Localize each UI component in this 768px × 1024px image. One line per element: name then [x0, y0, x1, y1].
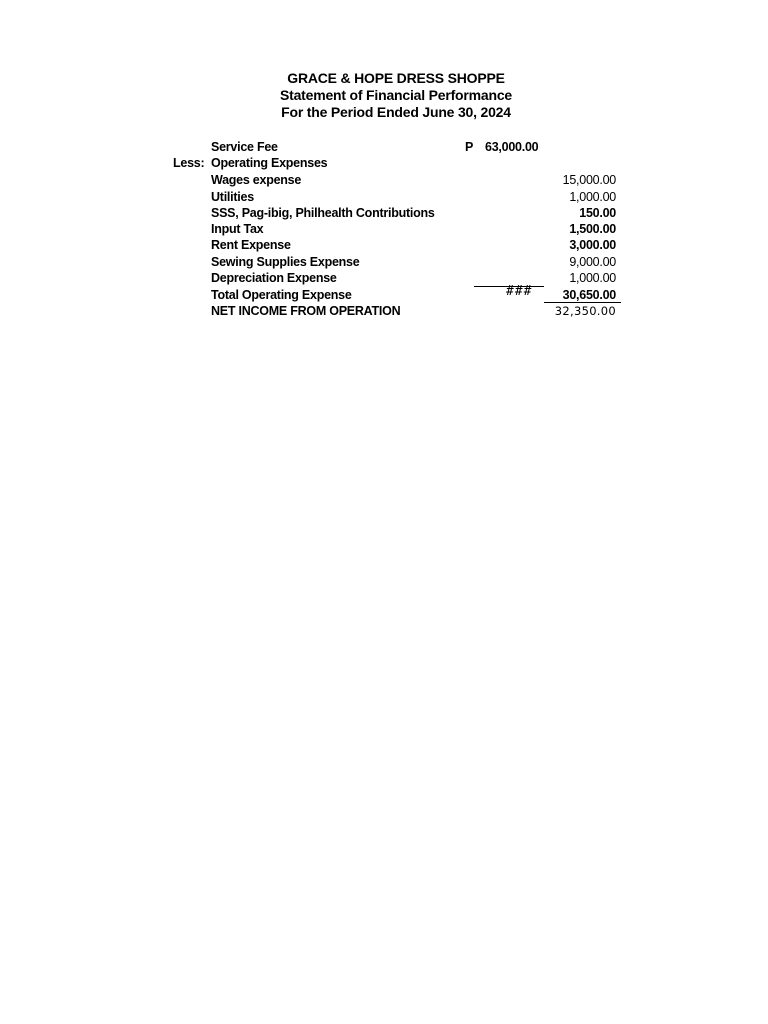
expense-label: Utilities [211, 190, 254, 204]
expense-amount: 3,000.00 [569, 238, 616, 252]
currency-symbol: P [465, 140, 474, 154]
statement-title: Statement of Financial Performance [279, 87, 513, 103]
expense-label: SSS, Pag-ibig, Philhealth Contributions [211, 206, 435, 220]
statement-period: For the Period Ended June 30, 2024 [281, 104, 511, 120]
total-expense-label: Total Operating Expense [211, 288, 352, 302]
expense-label: Depreciation Expense [211, 271, 337, 285]
expense-label: Rent Expense [211, 238, 291, 252]
expense-label: Wages expense [211, 173, 302, 187]
less-prefix: Less: [173, 156, 205, 170]
expense-label: Input Tax [211, 222, 264, 236]
total-expense-amount: 30,650.00 [562, 288, 616, 302]
expense-amount: 9,000.00 [569, 255, 616, 269]
expenses-heading: Operating Expenses [211, 156, 328, 170]
expense-amount: 15,000.00 [562, 173, 616, 187]
expense-label: Sewing Supplies Expense [211, 255, 360, 269]
income-statement [0, 0, 768, 400]
overflow-marker: ### [506, 284, 533, 299]
revenue-label: Service Fee [211, 140, 278, 154]
net-income-amount: 32,350.00 [554, 304, 616, 318]
net-income-label: NET INCOME FROM OPERATION [211, 304, 401, 318]
expense-amount: 1,000.00 [569, 190, 616, 204]
revenue-amount: 63,000.00 [485, 140, 539, 154]
expense-amount: 1,000.00 [569, 271, 616, 285]
expense-amount: 1,500.00 [569, 222, 616, 236]
company-name: GRACE & HOPE DRESS SHOPPE [287, 70, 505, 86]
expense-amount: 150.00 [579, 206, 616, 220]
